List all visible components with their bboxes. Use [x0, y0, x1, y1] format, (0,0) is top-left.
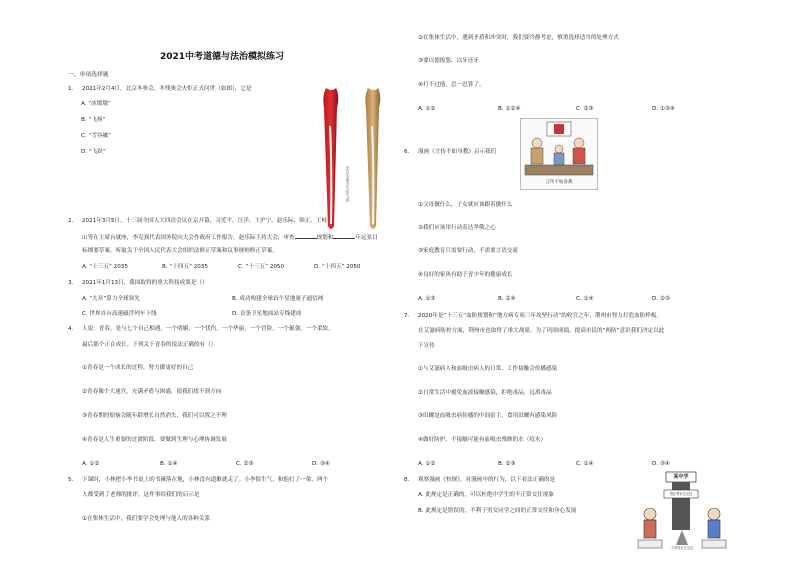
option-c[interactable]: C. “十三五” 2050 — [238, 264, 285, 270]
question-2 — [68, 218, 327, 225]
question-4 — [68, 326, 334, 333]
question-text-line1: 下课时，小林把小李书桌上的书碰落在地，小林没有道歉就走了。小李很生气，和他打了一架，两个 — [82, 477, 329, 483]
option-c[interactable]: C. ①④ — [576, 461, 594, 467]
option-b[interactable]: B. ①②④ — [498, 106, 521, 112]
statement-4: ④良好的家风有助于青少年的健康成长 — [418, 272, 513, 278]
olympic-torch-image — [318, 86, 396, 236]
option-b[interactable]: B. ①④ — [160, 461, 178, 467]
question-2-line3: 标纲要草案，听取关于全国人民代表大会组织法修正草案和议事规则修正草案。 — [82, 248, 278, 254]
statement-2: ②日常生活中避免血液接触感染，拒绝毒品，远离毒品 — [418, 390, 552, 396]
option-a[interactable]: A. ①③ — [418, 296, 436, 302]
question-text: 2021年1月13日，我国取得的重大科技成果是（） — [82, 280, 208, 286]
statement-2: ②青春像个大迷宫，充满矛盾与困惑，使我们找不到方向 — [82, 389, 222, 395]
question-1 — [68, 86, 252, 93]
question-number: 6. — [404, 149, 410, 155]
statement-3: ③田螺是血吸虫病传播的中间宿主，食用田螺有感染风险 — [418, 413, 558, 419]
answer-blank[interactable] — [295, 233, 317, 239]
option-a[interactable]: A. 此规定是正确的，可以杜绝中学生的不正常交往现象 — [418, 492, 554, 498]
question-5 — [68, 477, 328, 484]
option-c[interactable]: C. ②③ — [576, 106, 594, 112]
question-number: 2. — [68, 218, 74, 224]
question-number: 1. — [68, 86, 74, 92]
question-6 — [404, 149, 496, 156]
question-text: 漫画《言传不如身教》启示我们 — [418, 149, 497, 155]
question-3 — [68, 280, 208, 287]
cartoon-parenting — [520, 118, 598, 190]
question-number: 7. — [404, 313, 410, 319]
cartoon-sub-text: 不准男女生交往 — [670, 546, 694, 550]
statement-1: ①青春是一个成长的过程，努力做更好的自己 — [82, 365, 194, 371]
statement-3: ③青春期的烦恼会随年龄增长自然消失，我们可以置之不理 — [82, 413, 227, 419]
question-text-line2c: 年远景目 — [355, 235, 378, 241]
option-d[interactable]: D. “十四五” 2050 — [314, 264, 361, 270]
statement-3: ③家庭教育只需要行动，不需要言语交流 — [418, 248, 519, 254]
question-2-line2 — [82, 233, 378, 242]
cartoon-drawing — [636, 470, 728, 552]
option-b[interactable]: B. ②③ — [498, 461, 516, 467]
option-a[interactable]: A. “九章”算力全球领先 — [82, 296, 140, 302]
option-a[interactable]: A. ①② — [82, 461, 100, 467]
question-number: 3. — [68, 280, 74, 286]
option-d[interactable]: D. ③④ — [652, 461, 670, 467]
option-b[interactable]: B. 此规定是错误的，不利于男女同学之间的正常交往和身心发展 — [418, 508, 577, 514]
option-d[interactable]: D. ③④ — [312, 461, 330, 467]
question-number: 8. — [404, 477, 410, 483]
statement-4: ④做好防护，不接触可能有血吸虫残骸的水（疫水） — [418, 437, 547, 443]
option-b[interactable]: B. ②④ — [498, 296, 516, 302]
question-7-line3: 下宣传 — [418, 343, 435, 349]
section-heading: 一、单项选择题 — [68, 72, 109, 78]
cartoon-board-text: 禁止男女生交往 — [669, 492, 693, 496]
question-text-line1: 人说：青春，是与七个自己相遇，一个明媚，一个忧伤，一个华丽，一个冒险，一个倔强，一个柔软， — [82, 326, 334, 332]
option-d[interactable]: D. ②③ — [652, 296, 670, 302]
question-text-line1: 2020年是“十三五”血防规划和“地方病专项三年攻坚行动”的收官之年，荆州市努力打造血防样板。 — [418, 313, 662, 319]
cartoon-sign-text: 某中学 — [673, 474, 689, 480]
question-text-line2a: 山等在主席台就座，李克强代表国务院向大会作政府工作报告。赵乐际主持大会，审查 — [82, 235, 295, 241]
cartoon-caption: 言传不如身教 — [545, 180, 573, 185]
question-7-line2: 在艾滋病防控方面，荆州市也取得了重大战果。为了巩固成绩，提高市民的“两防”意识我们决定以此 — [418, 328, 665, 334]
statement-3: ③要以德报怨，以牙还牙 — [418, 58, 479, 64]
question-text: 观察漫画《校规》，对漫画中的行为，以下看法正确的是 — [418, 477, 556, 483]
option-b[interactable]: B. 成功构建全球首个星地量子通信网 — [232, 296, 324, 302]
option-b[interactable]: B. “十四五” 2035 — [162, 264, 208, 270]
question-text-line1: 2021年3月5日，十三届全国人大四次会议在京开幕，习近平、汪洋、王沪宁、赵乐际、韩正、王岐 — [82, 218, 328, 224]
question-7 — [404, 313, 662, 320]
option-a[interactable]: A. ①② — [418, 106, 436, 112]
option-c[interactable]: C. ①④ — [576, 296, 594, 302]
option-c[interactable]: C. ②③ — [236, 461, 254, 467]
option-a[interactable]: A. “冰墩墩” — [81, 101, 111, 107]
option-c[interactable]: C. 世界首台高速磁浮列车下线 — [82, 311, 157, 317]
question-number: 5. — [68, 477, 74, 483]
option-d[interactable]: D. 首条卫星地面站专线建成 — [232, 311, 302, 317]
question-text: 2021年2月4日，北京冬奥会、冬残奥会火炬正式问世（如图），它是 — [82, 86, 252, 92]
page-title: 2021中考道德与法治模拟练习 — [160, 52, 285, 62]
statement-1: ①在集体生活中，我们要学会处理与他人的各种关系 — [82, 516, 211, 522]
question-4-line2: 最后那个正在成长。下列关于青春的说法正确的有（） — [82, 342, 217, 348]
answer-blank[interactable] — [333, 233, 355, 239]
statement-1: ①父母做什么，子女就应该跟着做什么 — [418, 202, 513, 208]
cartoon-drawing — [521, 119, 597, 179]
statement-2: ②我们应该用行动表达孝敬之心 — [418, 225, 496, 231]
question-5-line2: 人都受到了老师的批评。这件事给我们的启示是 — [82, 492, 200, 498]
statement-2: ②在集体生活中，遇到矛盾和冲突时，我们要冷静考虑，慎重选择适当的处理方式 — [418, 35, 619, 41]
option-c[interactable]: C. “雪容融” — [81, 133, 112, 139]
question-8 — [404, 477, 555, 484]
option-a[interactable]: A. ①② — [418, 461, 436, 467]
option-d[interactable]: D. “飞跃” — [81, 149, 106, 155]
statement-1: ①与艾滋病人和血吸虫病人的日常、工作接触会传播感染 — [418, 366, 558, 372]
statement-4: ④打不过他，忍一忍算了。 — [418, 82, 485, 88]
cartoon-school-rules — [636, 470, 728, 552]
question-text-line2b: 规划和 — [316, 235, 334, 241]
torch-label: 北京冬奥会火炬飞扬 — [345, 166, 351, 202]
statement-4: ④青春是人生重要的过渡阶段，要做到生理与心理协调发展 — [82, 437, 227, 443]
option-b[interactable]: B. “飞扬” — [81, 117, 106, 123]
option-d[interactable]: D. ①③④ — [652, 106, 675, 112]
option-a[interactable]: A. “十三五” 2035 — [82, 264, 128, 270]
question-number: 4. — [68, 326, 74, 332]
